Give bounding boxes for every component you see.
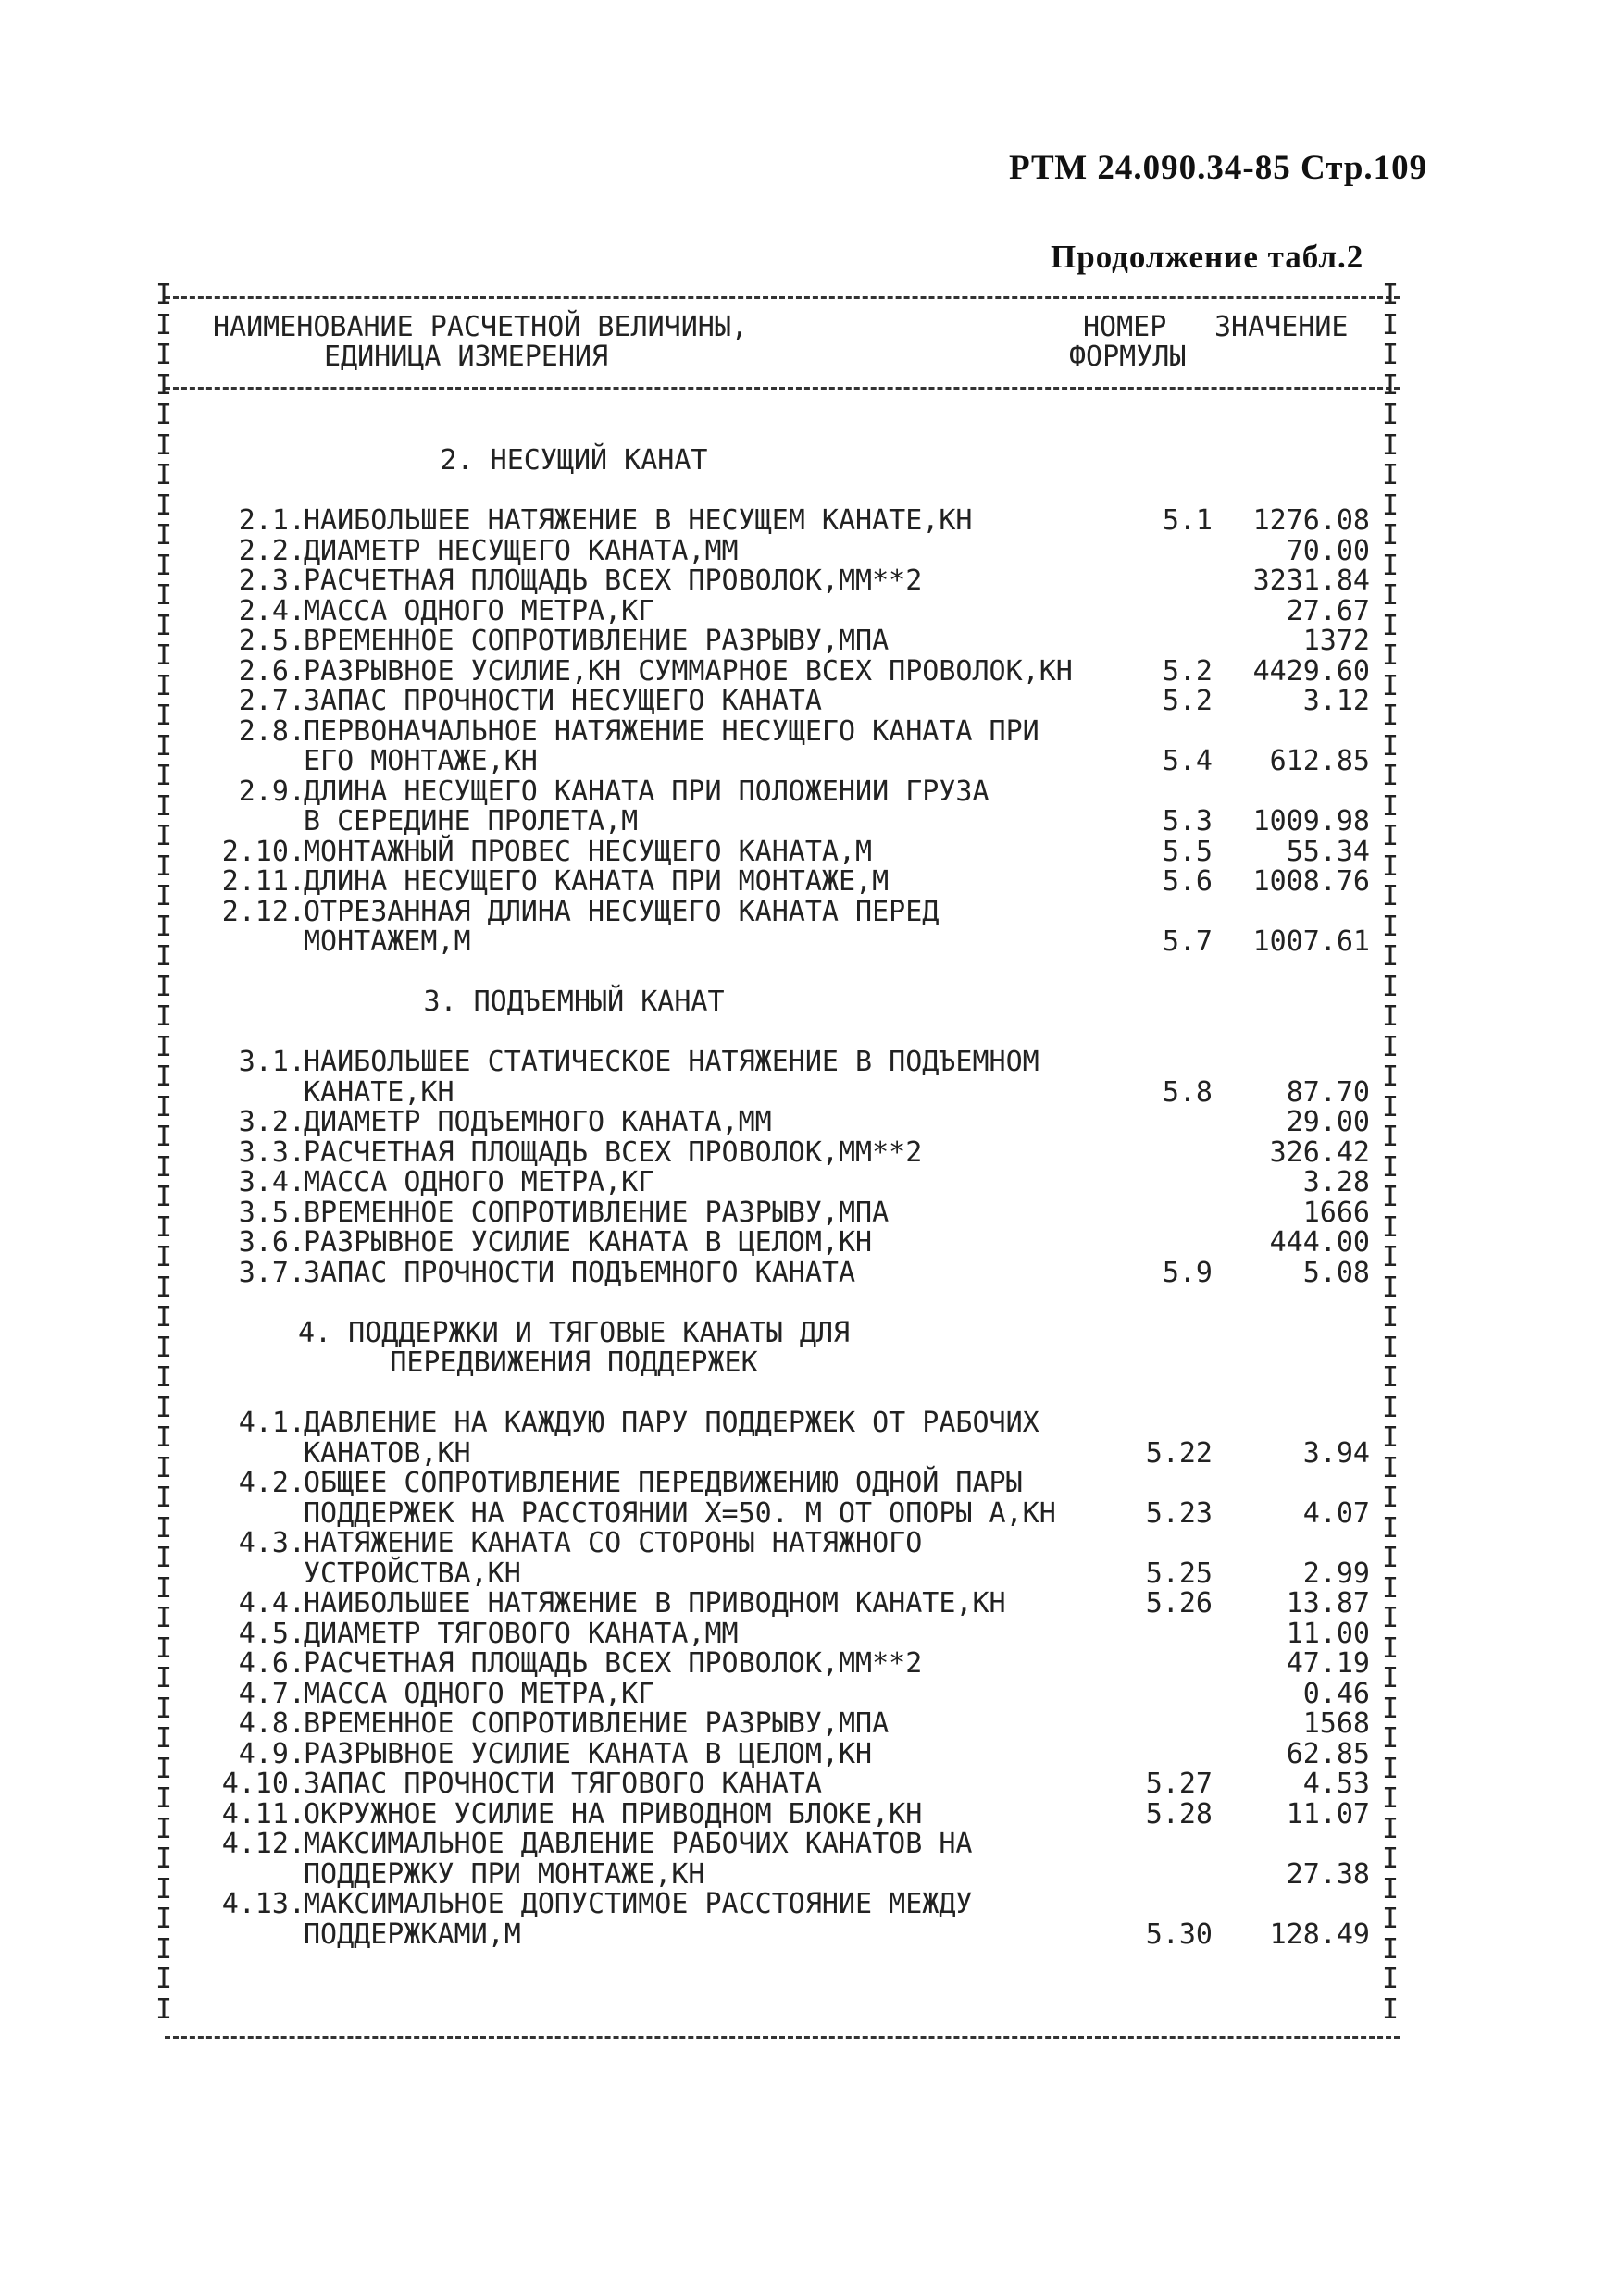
item-number: 3.2. (238, 1106, 305, 1138)
item-number: 3.4. (238, 1166, 305, 1198)
item-value: 2.99 (1302, 1557, 1370, 1590)
item-number: 3.3. (238, 1136, 305, 1169)
table-row (0, 1108, 1618, 1138)
item-number: 4.3. (238, 1527, 305, 1559)
item-value: 326.42 (1269, 1136, 1370, 1169)
formula-number: 5.28 (1145, 1797, 1213, 1831)
table-left-border: I I I I I I I I I I I I I I I I I I I I I I I I I I I I I I I I I I I I I I I I I I I I I I I I I I I I I I I I I I (156, 279, 173, 2026)
item-value: 62.85 (1286, 1737, 1370, 1770)
blank-row (0, 1379, 1618, 1409)
table-row (0, 594, 1618, 627)
formula-number: 5.2 (1162, 685, 1213, 717)
item-value: 11.07 (1286, 1797, 1370, 1831)
item-name: РАСЧЕТНАЯ ПЛОЩАДЬ ВСЕХ ПРОВОЛОК,ММ**2 (304, 565, 923, 597)
item-value: 55.34 (1286, 835, 1370, 868)
item-number: 2.1. (238, 504, 305, 537)
item-name: ПЕРВОНАЧАЛЬНОЕ НАТЯЖЕНИЕ НЕСУЩЕГО КАНАТА ПРИ (304, 714, 1039, 748)
formula-number: 5.8 (1162, 1075, 1213, 1109)
section-heading: ПЕРЕДВИЖЕНИЯ ПОДДЕРЖЕК (390, 1347, 758, 1379)
formula-number: 5.22 (1145, 1436, 1213, 1470)
item-number: 4.2. (238, 1467, 305, 1499)
blank-row (0, 958, 1618, 988)
section-heading: 4. ПОДДЕРЖКИ И ТЯГОВЫЕ КАНАТЫ ДЛЯ (297, 1316, 851, 1349)
header-formula-line1: НОМЕР (1083, 311, 1167, 343)
header-formula-line2: ФОРМУЛЫ (1069, 341, 1187, 373)
item-name: ЕГО МОНТАЖЕ,КН (304, 745, 538, 777)
table-caption: Продолжение табл.2 (1051, 239, 1364, 275)
item-number: 4.6. (238, 1647, 305, 1680)
table-row (0, 1198, 1618, 1229)
table-row (0, 1737, 1618, 1770)
table-row (0, 1256, 1618, 1289)
item-value: 4.53 (1302, 1768, 1370, 1800)
table-row (0, 1677, 1618, 1710)
document-header: РТМ 24.090.34-85 Стр.109 (1009, 149, 1428, 187)
item-name: УСТРОЙСТВА,КН (304, 1557, 521, 1590)
section-heading-row (0, 1316, 1618, 1349)
table-row (0, 927, 1618, 958)
item-name: ДИАМЕТР ПОДЪЕМНОГО КАНАТА,ММ (304, 1106, 772, 1138)
section-heading-row (0, 987, 1618, 1018)
table-row (0, 687, 1618, 717)
formula-number: 5.3 (1162, 805, 1213, 838)
item-name: ОБЩЕЕ СОПРОТИВЛЕНИЕ ПЕРЕДВИЖЕНИЮ ОДНОЙ ПАРЫ (304, 1467, 1023, 1499)
item-value: 1009.98 (1252, 805, 1370, 838)
item-number: 2.5. (238, 625, 305, 657)
table-row (0, 1436, 1618, 1470)
item-number: 4.9. (238, 1737, 305, 1770)
item-number: 2.6. (238, 654, 305, 688)
item-value: 1007.61 (1252, 925, 1370, 958)
table-row (0, 1048, 1618, 1078)
formula-number: 5.7 (1162, 925, 1213, 958)
item-name: ВРЕМЕННОЕ СОПРОТИВЛЕНИЕ РАЗРЫВУ,МПА (304, 625, 890, 657)
item-number: 2.8. (238, 714, 305, 748)
item-number: 4.13. (221, 1888, 305, 1920)
item-name: ВРЕМЕННОЕ СОПРОТИВЛЕНИЕ РАЗРЫВУ,МПА (304, 1707, 890, 1740)
item-name: НАИБОЛЬШЕЕ СТАТИЧЕСКОЕ НАТЯЖЕНИЕ В ПОДЪЕМНОМ (304, 1046, 1039, 1078)
table-row (0, 777, 1618, 808)
item-name: МАССА ОДНОГО МЕТРА,КГ (304, 1166, 655, 1198)
item-value: 13.87 (1286, 1587, 1370, 1620)
table-row (0, 1075, 1618, 1109)
item-number: 4.12. (221, 1828, 305, 1860)
item-name: ОТРЕЗАННАЯ ДЛИНА НЕСУЩЕГО КАНАТА ПЕРЕД (304, 895, 940, 928)
item-number: 2.9. (238, 775, 305, 808)
item-name: ПОДДЕРЖКАМИ,М (304, 1917, 521, 1951)
item-name: ЗАПАС ПРОЧНОСТИ ТЯГОВОГО КАНАТА (304, 1768, 822, 1800)
table-row (0, 1917, 1618, 1951)
formula-number: 5.30 (1145, 1917, 1213, 1951)
table-row (0, 895, 1618, 928)
item-value: 47.19 (1286, 1647, 1370, 1680)
item-number: 3.6. (238, 1226, 305, 1259)
item-name: ЗАПАС ПРОЧНОСТИ НЕСУЩЕГО КАНАТА (304, 685, 822, 717)
table-row (0, 506, 1618, 537)
table-row (0, 1769, 1618, 1800)
table-row (0, 566, 1618, 597)
item-value: 4429.60 (1252, 654, 1370, 688)
item-value: 27.67 (1286, 594, 1370, 627)
table-row (0, 1469, 1618, 1499)
section-heading-row (0, 446, 1618, 477)
item-value: 3.28 (1302, 1166, 1370, 1198)
item-number: 4.7. (238, 1677, 305, 1710)
section-heading: 3. ПОДЪЕМНЫЙ КАНАТ (423, 986, 725, 1018)
item-name: МАССА ОДНОГО МЕТРА,КГ (304, 594, 655, 627)
section-heading-row (0, 1348, 1618, 1379)
item-number: 2.2. (238, 534, 305, 567)
item-name: РАЗРЫВНОЕ УСИЛИЕ КАНАТА В ЦЕЛОМ,КН (304, 1737, 873, 1770)
table-row (0, 1617, 1618, 1650)
item-number: 3.5. (238, 1196, 305, 1229)
item-number: 4.5. (238, 1617, 305, 1650)
item-number: 3.1. (238, 1046, 305, 1078)
item-number: 4.11. (221, 1797, 305, 1831)
item-number: 4.1. (238, 1407, 305, 1439)
item-value: 3.12 (1302, 685, 1370, 717)
item-name: МОНТАЖЕМ,М (304, 925, 471, 958)
item-value: 1666 (1302, 1196, 1370, 1229)
item-number: 2.7. (238, 685, 305, 717)
item-name: В СЕРЕДИНЕ ПРОЛЕТА,М (304, 805, 639, 838)
item-name: ПОДДЕРЖЕК НА РАССТОЯНИИ X=50. М ОТ ОПОРЫ А,КН (304, 1496, 1056, 1530)
item-number: 2.11. (221, 865, 305, 898)
item-value: 444.00 (1269, 1226, 1370, 1259)
table-row (0, 1529, 1618, 1559)
table-row (0, 1709, 1618, 1740)
item-value: 70.00 (1286, 534, 1370, 567)
item-name: ДЛИНА НЕСУЩЕГО КАНАТА ПРИ ПОЛОЖЕНИИ ГРУЗА (304, 775, 989, 808)
item-value: 87.70 (1286, 1075, 1370, 1109)
item-number: 2.10. (221, 835, 305, 868)
item-value: 1568 (1302, 1707, 1370, 1740)
item-name: НАИБОЛЬШЕЕ НАТЯЖЕНИЕ В ПРИВОДНОМ КАНАТЕ,КН (304, 1587, 1006, 1620)
item-name: КАНАТОВ,КН (304, 1436, 471, 1470)
blank-row (0, 1288, 1618, 1319)
formula-number: 5.23 (1145, 1496, 1213, 1530)
item-name: МАКСИМАЛЬНОЕ ДАВЛЕНИЕ РАБОЧИХ КАНАТОВ НА (304, 1828, 973, 1860)
table-row (0, 1168, 1618, 1198)
formula-number: 5.25 (1145, 1557, 1213, 1590)
table-row (0, 1797, 1618, 1831)
item-name: МАКСИМАЛЬНОЕ ДОПУСТИМОЕ РАССТОЯНИЕ МЕЖДУ (304, 1888, 973, 1920)
table-row (0, 867, 1618, 898)
table-row (0, 807, 1618, 838)
item-name: РАЗРЫВНОЕ УСИЛИЕ КАНАТА В ЦЕЛОМ,КН (304, 1226, 873, 1259)
header-name-line1: НАИМЕНОВАНИЕ РАСЧЕТНОЙ ВЕЛИЧИНЫ, (213, 311, 748, 343)
item-name: НАИБОЛЬШЕЕ НАТЯЖЕНИЕ В НЕСУЩЕМ КАНАТЕ,КН (304, 504, 973, 537)
item-name: ДАВЛЕНИЕ НА КАЖДУЮ ПАРУ ПОДДЕРЖЕК ОТ РАБОЧИХ (304, 1407, 1039, 1439)
item-name: РАЗРЫВНОЕ УСИЛИЕ,КН СУММАРНОЕ ВСЕХ ПРОВОЛОК,КН (304, 654, 1073, 688)
table-right-border: I I I I I I I I I I I I I I I I I I I I I I I I I I I I I I I I I I I I I I I I I I I I I I I I I I I I I I I I I I (1382, 279, 1400, 2026)
table-row (0, 835, 1618, 868)
item-number: 3.7. (238, 1256, 305, 1289)
table-row (0, 1589, 1618, 1620)
item-value: 5.08 (1302, 1256, 1370, 1289)
item-number: 2.4. (238, 594, 305, 627)
item-name: ПОДДЕРЖКУ ПРИ МОНТАЖЕ,КН (304, 1857, 705, 1891)
item-value: 612.85 (1269, 745, 1370, 777)
blank-row (0, 1018, 1618, 1049)
item-name: РАСЧЕТНАЯ ПЛОЩАДЬ ВСЕХ ПРОВОЛОК,ММ**2 (304, 1136, 923, 1169)
item-name: КАНАТЕ,КН (304, 1075, 454, 1109)
item-value: 4.07 (1302, 1496, 1370, 1530)
table-row (0, 1228, 1618, 1259)
formula-number: 5.1 (1162, 504, 1213, 537)
item-value: 128.49 (1269, 1917, 1370, 1951)
formula-number: 5.5 (1162, 835, 1213, 868)
formula-number: 5.2 (1162, 654, 1213, 688)
item-value: 11.00 (1286, 1617, 1370, 1650)
table-row (0, 1890, 1618, 1920)
formula-number: 5.26 (1145, 1587, 1213, 1620)
item-name: ВРЕМЕННОЕ СОПРОТИВЛЕНИЕ РАЗРЫВУ,МПА (304, 1196, 890, 1229)
item-value: 1008.76 (1252, 865, 1370, 898)
item-name: РАСЧЕТНАЯ ПЛОЩАДЬ ВСЕХ ПРОВОЛОК,ММ**2 (304, 1647, 923, 1680)
table-row (0, 654, 1618, 688)
table-row (0, 1496, 1618, 1530)
item-number: 2.12. (221, 895, 305, 928)
table-row (0, 1138, 1618, 1169)
item-value: 27.38 (1286, 1857, 1370, 1891)
item-number: 4.8. (238, 1707, 305, 1740)
header-value: ЗНАЧЕНИЕ (1214, 311, 1349, 343)
table-row (0, 1857, 1618, 1891)
section-heading: 2. НЕСУЩИЙ КАНАТ (440, 444, 708, 477)
item-number: 4.10. (221, 1768, 305, 1800)
item-value: 3.94 (1302, 1436, 1370, 1470)
item-number: 4.4. (238, 1587, 305, 1620)
table-row (0, 1559, 1618, 1590)
blank-row (0, 477, 1618, 507)
table-row (0, 1409, 1618, 1439)
item-name: НАТЯЖЕНИЕ КАНАТА СО СТОРОНЫ НАТЯЖНОГО (304, 1527, 923, 1559)
item-name: МОНТАЖНЫЙ ПРОВЕС НЕСУЩЕГО КАНАТА,М (304, 835, 873, 868)
item-name: МАССА ОДНОГО МЕТРА,КГ (304, 1677, 655, 1710)
item-name: ДИАМЕТР ТЯГОВОГО КАНАТА,ММ (304, 1617, 739, 1650)
item-value: 0.46 (1302, 1677, 1370, 1710)
table-row (0, 1649, 1618, 1680)
item-value: 1276.08 (1252, 504, 1370, 537)
item-value: 1372 (1302, 625, 1370, 657)
item-name: ОКРУЖНОЕ УСИЛИЕ НА ПРИВОДНОМ БЛОКЕ,КН (304, 1797, 923, 1831)
item-name: ДЛИНА НЕСУЩЕГО КАНАТА ПРИ МОНТАЖЕ,М (304, 865, 890, 898)
formula-number: 5.6 (1162, 865, 1213, 898)
item-name: ДИАМЕТР НЕСУЩЕГО КАНАТА,ММ (304, 534, 739, 567)
table-row (0, 714, 1618, 748)
item-value: 3231.84 (1252, 565, 1370, 597)
formula-number: 5.9 (1162, 1256, 1213, 1289)
header-name-line2: ЕДИНИЦА ИЗМЕРЕНИЯ (324, 341, 609, 373)
item-name: ЗАПАС ПРОЧНОСТИ ПОДЪЕМНОГО КАНАТА (304, 1256, 856, 1289)
table-row (0, 1830, 1618, 1860)
item-value: 29.00 (1286, 1106, 1370, 1138)
formula-number: 5.27 (1145, 1768, 1213, 1800)
item-number: 2.3. (238, 565, 305, 597)
table-row (0, 627, 1618, 657)
table-row (0, 534, 1618, 567)
formula-number: 5.4 (1162, 745, 1213, 777)
table-row (0, 747, 1618, 777)
